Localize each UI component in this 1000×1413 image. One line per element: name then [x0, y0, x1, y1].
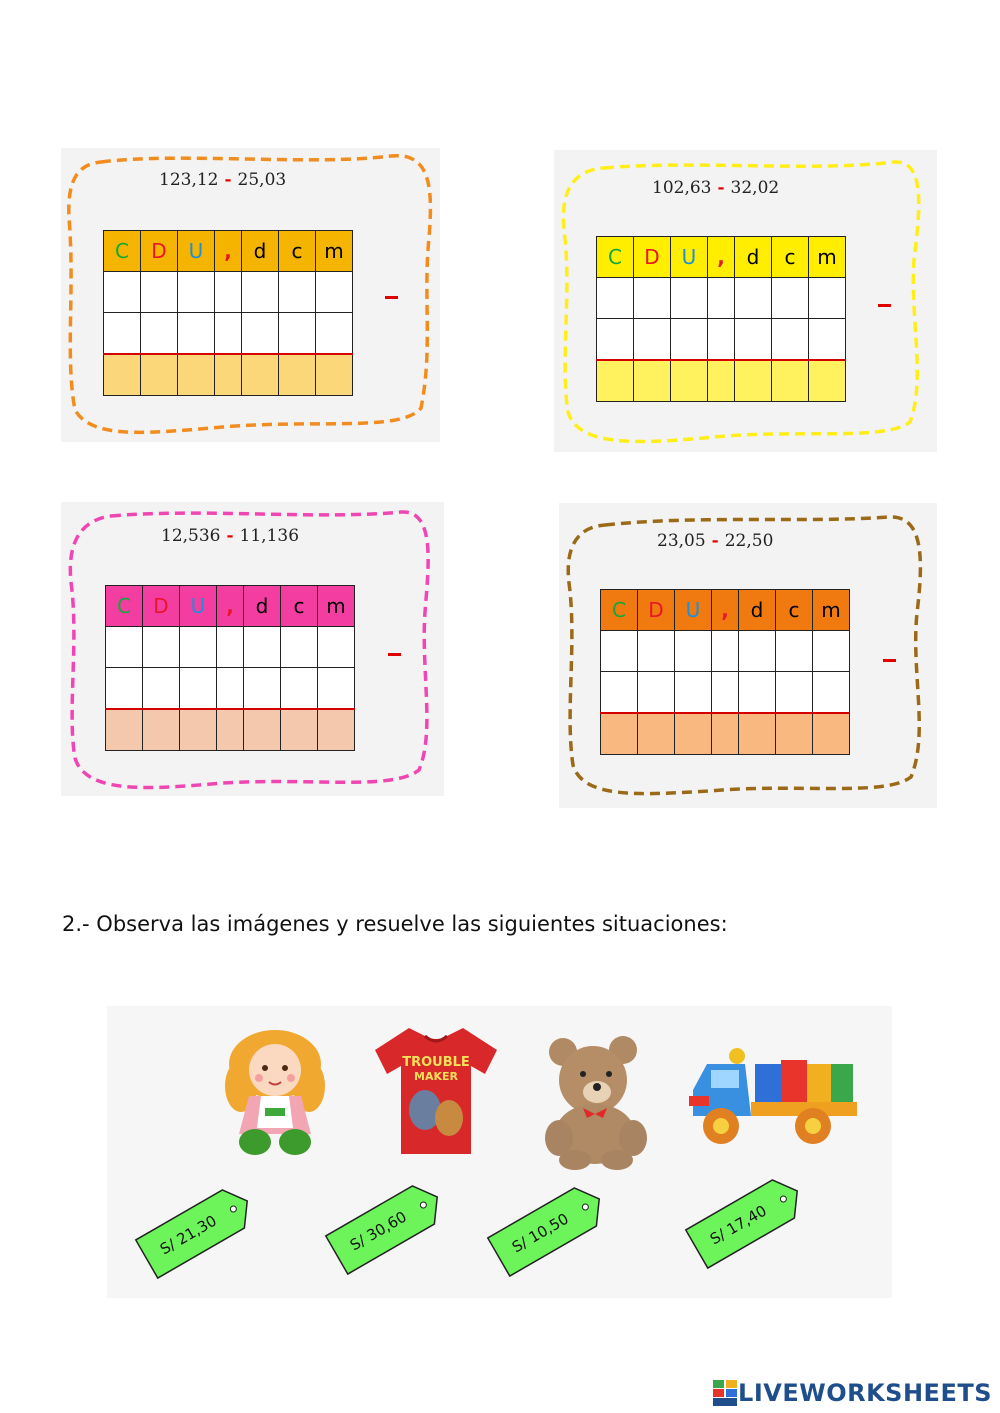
header-comma: , [217, 586, 244, 627]
result-cell[interactable] [217, 709, 244, 751]
exercise-card-3 [61, 502, 444, 796]
result-cell[interactable] [318, 709, 355, 751]
input-cell[interactable] [180, 668, 217, 710]
result-cell[interactable] [634, 360, 671, 402]
input-row-subtrahend[interactable] [601, 672, 850, 714]
header-decimos: d [735, 237, 772, 278]
result-cell[interactable] [106, 709, 143, 751]
input-cell[interactable] [143, 668, 180, 710]
header-decenas: D [638, 590, 675, 631]
input-cell[interactable] [244, 668, 281, 710]
input-cell[interactable] [772, 278, 809, 319]
header-milesimos: m [316, 231, 353, 272]
header-row [106, 586, 355, 627]
price-label: S/ 21,30 [156, 1211, 220, 1259]
result-cell[interactable] [712, 713, 739, 755]
input-cell[interactable] [242, 272, 279, 313]
side-minus-sign [388, 653, 401, 656]
result-cell[interactable] [279, 354, 316, 396]
input-cell[interactable] [106, 668, 143, 710]
input-cell[interactable] [141, 272, 178, 313]
input-cell[interactable] [708, 319, 735, 361]
input-cell[interactable] [597, 278, 634, 319]
input-cell[interactable] [675, 631, 712, 672]
header-centesimos: c [772, 237, 809, 278]
input-cell[interactable] [316, 313, 353, 355]
toy-truck-icon [685, 1046, 859, 1154]
result-cell[interactable] [601, 713, 638, 755]
subtraction-expression [657, 531, 773, 551]
input-row-minuend[interactable] [104, 272, 353, 313]
place-value-grid [596, 236, 846, 402]
shirt-print-text-2: MAKER [414, 1070, 458, 1083]
input-cell[interactable] [316, 272, 353, 313]
input-cell[interactable] [712, 631, 739, 672]
input-cell[interactable] [281, 627, 318, 668]
header-comma: , [215, 231, 242, 272]
input-cell[interactable] [318, 668, 355, 710]
input-cell[interactable] [244, 627, 281, 668]
minuend: 12,536 [161, 526, 221, 546]
minuend: 23,05 [657, 531, 706, 551]
header-row [601, 590, 850, 631]
input-row-minuend[interactable] [597, 278, 846, 319]
minus-sign: - [711, 531, 719, 551]
liveworksheets-brand[interactable] [712, 1378, 992, 1408]
input-cell[interactable] [809, 319, 846, 361]
input-cell[interactable] [708, 278, 735, 319]
tshirt-icon [369, 1022, 503, 1158]
products-panel [107, 1006, 892, 1298]
minuend: 123,12 [159, 170, 219, 190]
header-decenas: D [143, 586, 180, 627]
result-cell[interactable] [597, 360, 634, 402]
input-cell[interactable] [712, 672, 739, 714]
input-cell[interactable] [178, 272, 215, 313]
input-cell[interactable] [601, 631, 638, 672]
result-cell[interactable] [281, 709, 318, 751]
minus-sign: - [717, 178, 725, 198]
minuend: 102,63 [652, 178, 712, 198]
exercise-card-4 [559, 503, 937, 808]
result-cell[interactable] [772, 360, 809, 402]
result-row[interactable] [597, 360, 846, 402]
place-value-grid [600, 589, 850, 755]
teddy-bear-icon [537, 1034, 655, 1170]
header-comma: , [708, 237, 735, 278]
input-cell[interactable] [735, 278, 772, 319]
place-value-grid [103, 230, 353, 396]
input-cell[interactable] [634, 319, 671, 361]
input-cell[interactable] [772, 319, 809, 361]
result-row[interactable] [106, 709, 355, 751]
header-decimos: d [739, 590, 776, 631]
header-unidades: U [178, 231, 215, 272]
header-centenas: C [104, 231, 141, 272]
input-row-subtrahend[interactable] [597, 319, 846, 361]
result-cell[interactable] [809, 360, 846, 402]
input-cell[interactable] [180, 627, 217, 668]
price-tag-tshirt [320, 1172, 453, 1279]
place-value-grid [105, 585, 355, 751]
input-row-subtrahend[interactable] [106, 668, 355, 710]
header-unidades: U [671, 237, 708, 278]
result-cell[interactable] [244, 709, 281, 751]
price-label: S/ 30,60 [346, 1207, 410, 1255]
input-cell[interactable] [104, 272, 141, 313]
price-tag-teddy [482, 1174, 615, 1281]
side-minus-sign [883, 659, 896, 662]
input-cell[interactable] [601, 672, 638, 714]
price-label: S/ 17,40 [706, 1201, 770, 1249]
input-cell[interactable] [106, 627, 143, 668]
header-decenas: D [141, 231, 178, 272]
input-cell[interactable] [638, 672, 675, 714]
input-cell[interactable] [215, 313, 242, 355]
input-cell[interactable] [279, 272, 316, 313]
input-cell[interactable] [242, 313, 279, 355]
exercise-card-2 [554, 150, 937, 452]
result-cell[interactable] [735, 360, 772, 402]
result-cell[interactable] [104, 354, 141, 396]
input-cell[interactable] [739, 631, 776, 672]
price-tag-truck [680, 1166, 813, 1273]
result-cell[interactable] [813, 713, 850, 755]
exercise-card-1 [61, 148, 440, 442]
result-row[interactable] [601, 713, 850, 755]
result-row[interactable] [104, 354, 353, 396]
header-centesimos: c [281, 586, 318, 627]
header-row [104, 231, 353, 272]
doll-icon [213, 1024, 337, 1158]
result-cell[interactable] [671, 360, 708, 402]
header-milesimos: m [318, 586, 355, 627]
result-cell[interactable] [638, 713, 675, 755]
result-cell[interactable] [708, 360, 735, 402]
input-cell[interactable] [735, 319, 772, 361]
header-row [597, 237, 846, 278]
shirt-print-text-1: TROUBLE [402, 1055, 470, 1070]
input-cell[interactable] [638, 631, 675, 672]
price-tag-doll [130, 1176, 263, 1283]
input-cell[interactable] [217, 627, 244, 668]
input-row-subtrahend[interactable] [104, 313, 353, 355]
input-cell[interactable] [281, 668, 318, 710]
subtrahend: 22,50 [724, 531, 774, 551]
header-unidades: U [675, 590, 712, 631]
input-cell[interactable] [776, 631, 813, 672]
minus-sign: - [226, 526, 234, 546]
side-minus-sign [385, 296, 398, 299]
input-cell[interactable] [104, 313, 141, 355]
result-cell[interactable] [178, 354, 215, 396]
result-cell[interactable] [242, 354, 279, 396]
header-centenas: C [597, 237, 634, 278]
subtrahend: 25,03 [237, 170, 287, 190]
input-cell[interactable] [671, 278, 708, 319]
input-cell[interactable] [279, 313, 316, 355]
header-milesimos: m [813, 590, 850, 631]
input-cell[interactable] [634, 278, 671, 319]
result-cell[interactable] [739, 713, 776, 755]
input-cell[interactable] [217, 668, 244, 710]
header-milesimos: m [809, 237, 846, 278]
header-decimos: d [244, 586, 281, 627]
input-cell[interactable] [597, 319, 634, 361]
result-cell[interactable] [215, 354, 242, 396]
input-cell[interactable] [178, 313, 215, 355]
subtraction-expression [159, 170, 286, 190]
header-centesimos: c [279, 231, 316, 272]
result-cell[interactable] [141, 354, 178, 396]
brand-name: LIVEWORKSHEETS [738, 1379, 992, 1407]
input-cell[interactable] [215, 272, 242, 313]
input-row-minuend[interactable] [106, 627, 355, 668]
result-cell[interactable] [675, 713, 712, 755]
price-label: S/ 10,50 [508, 1209, 572, 1257]
result-cell[interactable] [180, 709, 217, 751]
input-cell[interactable] [776, 672, 813, 714]
header-decimos: d [242, 231, 279, 272]
input-cell[interactable] [675, 672, 712, 714]
input-cell[interactable] [813, 672, 850, 714]
header-decenas: D [634, 237, 671, 278]
input-cell[interactable] [318, 627, 355, 668]
side-minus-sign [878, 304, 891, 307]
input-row-minuend[interactable] [601, 631, 850, 672]
header-centenas: C [106, 586, 143, 627]
input-cell[interactable] [141, 313, 178, 355]
header-unidades: U [180, 586, 217, 627]
input-cell[interactable] [739, 672, 776, 714]
section-2-heading: 2.- Observa las imágenes y resuelve las siguientes situaciones: [62, 912, 728, 936]
result-cell[interactable] [316, 354, 353, 396]
minus-sign: - [224, 170, 232, 190]
subtraction-expression [652, 178, 779, 198]
subtrahend: 32,02 [730, 178, 780, 198]
input-cell[interactable] [143, 627, 180, 668]
subtraction-expression [161, 526, 299, 546]
input-cell[interactable] [809, 278, 846, 319]
subtrahend: 11,136 [239, 526, 300, 546]
header-centesimos: c [776, 590, 813, 631]
input-cell[interactable] [671, 319, 708, 361]
input-cell[interactable] [813, 631, 850, 672]
header-comma: , [712, 590, 739, 631]
result-cell[interactable] [776, 713, 813, 755]
liveworksheets-logo-icon [712, 1379, 738, 1407]
header-centenas: C [601, 590, 638, 631]
result-cell[interactable] [143, 709, 180, 751]
